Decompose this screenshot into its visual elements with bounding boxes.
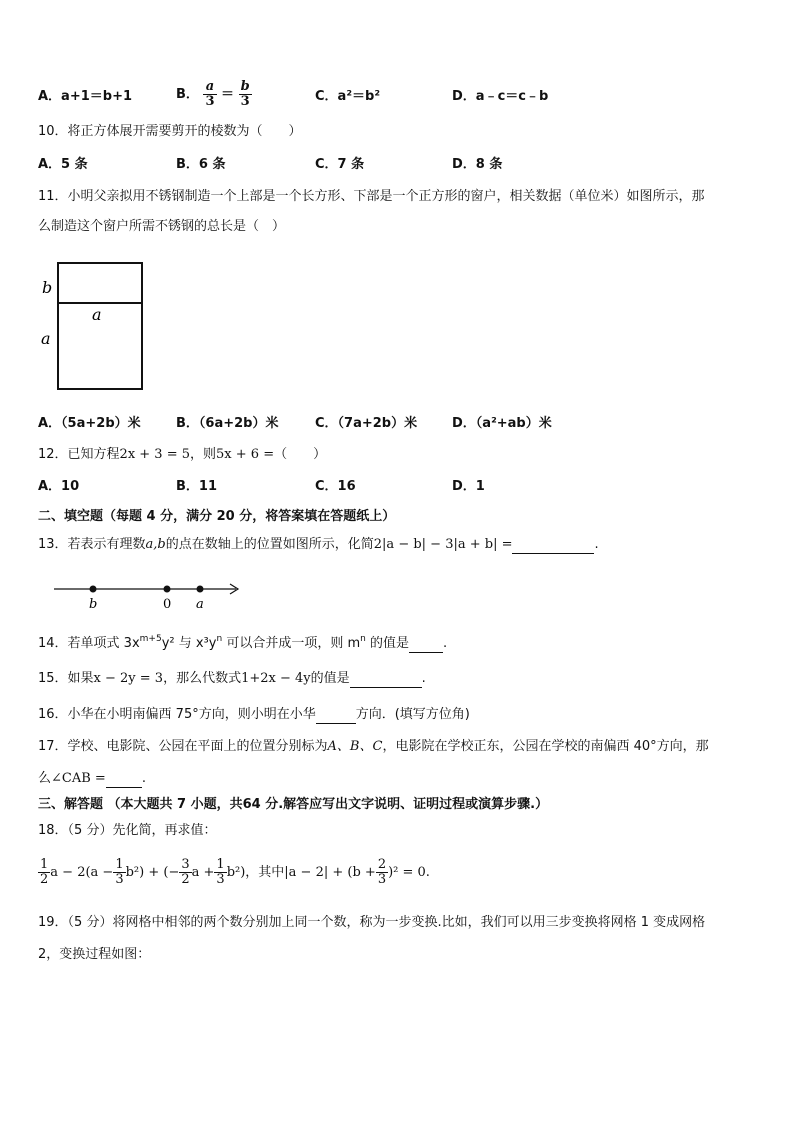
answer-blank (350, 673, 422, 688)
option-c: C．16 (315, 479, 356, 494)
option-a: A．（5a+2b）米 (38, 416, 141, 431)
points: A、B、C (327, 739, 383, 754)
question-17-stem-line2: 么∠CAB = . (38, 771, 146, 786)
fraction: $\frac{2}{3}$ (377, 857, 387, 887)
label-a-top: a (92, 305, 102, 324)
option-a: A．10 (38, 479, 80, 494)
point-zero (164, 586, 171, 593)
option-b: B．11 (176, 479, 217, 494)
equation: 2x + 3 = 5 (119, 447, 191, 462)
question-17-stem-line1: 17．学校、电影院、公园在平面上的位置分别标为A、B、C，电影院在学校正东，公园在学校的南偏西 40°方向，那 (38, 739, 709, 754)
option-d: D．a﹣c＝c﹣b (452, 89, 549, 104)
option-b (176, 80, 252, 109)
label-a: a (196, 597, 204, 612)
question-16-stem: 16．小华在小明南偏西 75°方向，则小明在小华 方向．(填写方位角) (38, 707, 470, 722)
expression: 1+2x − 4y (241, 671, 311, 686)
question-18-expression: $\frac{1}{2}$ a − 2(a − $\frac{1}{3}$ b²) + (− $\frac{3}{2}$ a + $\frac{1}{3}$ b²)，其中|a − 2| + (b + $\frac{2}{3}$ )² = 0. (40, 857, 430, 887)
equals-sign: ＝ (221, 87, 235, 102)
label-b: b (89, 597, 98, 612)
option-c: C．（7a+2b）米 (315, 416, 418, 431)
fraction: $\frac{1}{3}$ (216, 857, 225, 887)
number-line (50, 576, 250, 612)
variables: a,b (145, 537, 166, 552)
question-19-stem-line1: 19．（5 分）将网格中相邻的两个数分别加上同一个数，称为一步变换.比如，我们可以用三步变换将网格 1 变成网格 (38, 915, 706, 930)
label-b: b (42, 278, 53, 297)
option-c: C．7 条 (315, 157, 365, 172)
option-a: A．5 条 (38, 157, 88, 172)
option-d: D．（a²+ab）米 (452, 416, 552, 431)
section-3-heading: 三、解答题 （本大题共 7 小题，共64 分.解答应写出文字说明、证明过程或演算步骤.） (38, 797, 549, 812)
point-b (90, 586, 97, 593)
option-b: B．（6a+2b）米 (176, 416, 279, 431)
label-zero: 0 (163, 597, 172, 612)
point-a (197, 586, 204, 593)
label-a-left: a (41, 329, 51, 348)
question-15-stem: 15．如果x − 2y = 3，那么代数式1+2x − 4y的值是 . (38, 671, 426, 686)
question-12-stem: 12．已知方程2x + 3 = 5，则5x + 6 =（ ） (38, 447, 327, 462)
fraction: $\frac{3}{2}$ (181, 857, 190, 887)
fraction: $\frac{1}{3}$ (115, 857, 124, 887)
question-10-stem: 10．将正方体展开需要剪开的棱数为（ ） (38, 124, 302, 139)
answer-blank (106, 773, 142, 788)
option-d: D．1 (452, 479, 485, 494)
window-figure (36, 258, 148, 394)
window-top-rectangle (58, 263, 142, 303)
angle: ∠CAB = (51, 771, 106, 786)
equation: x − 2y = 3 (93, 671, 164, 686)
answer-blank (316, 709, 356, 724)
answer-blank (409, 638, 443, 653)
answer-blank (512, 539, 594, 554)
fraction: $\frac{b}{3}$ (240, 79, 250, 109)
fraction: $\frac{a}{3}$ (205, 79, 215, 109)
expression: 5x + 6 = (216, 447, 275, 462)
fraction: $\frac{1}{2}$ (40, 857, 49, 887)
question-19-stem-line2: 2，变换过程如图： (38, 947, 151, 962)
question-13-stem: 13．若表示有理数a,b的点在数轴上的位置如图所示，化简2|a − b| − 3|a + b| = . (38, 537, 599, 552)
option-b-label: B． (176, 87, 199, 102)
option-a: A．a+1＝b+1 (38, 89, 133, 104)
question-18-stem: 18．（5 分）先化简，再求值： (38, 823, 217, 838)
option-d: D．8 条 (452, 157, 503, 172)
option-b: B．6 条 (176, 157, 226, 172)
question-14-stem: 14．若单项式 $3x^{m+5}y^2$ 与 $x^3y^n$ 可以合并成一项，则 $m^n$ 的值是 . (38, 634, 448, 651)
option-c: C．a²＝b² (315, 89, 381, 104)
section-2-heading: 二、填空题（每题 4 分，满分 20 分，将答案填在答题纸上） (38, 509, 396, 524)
question-11-stem-line1: 11．小明父亲拟用不锈钢制造一个上部是一个长方形、下部是一个正方形的窗户，相关数据（单位米）如图所示，那 (38, 189, 705, 204)
expression: 2|a − b| − 3|a + b| = (373, 537, 513, 552)
question-11-stem-line2: 么制造这个窗户所需不锈钢的总长是（ ） (38, 219, 286, 234)
